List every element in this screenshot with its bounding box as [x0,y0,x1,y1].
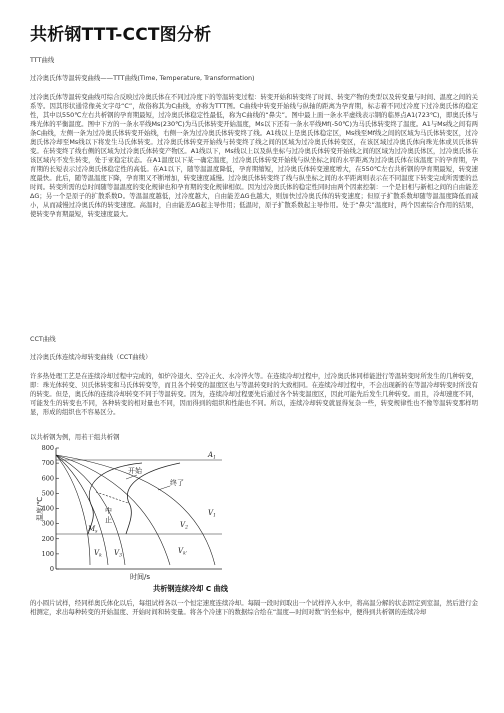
x-axis-title: 时间/s [130,573,151,581]
section2-heading: CCT曲线 [30,335,56,343]
ms-label: $M_s$ [88,525,98,535]
y-tick-label: 800 [41,445,54,452]
v3-curve [56,455,108,565]
y-tick-label: 400 [41,504,54,513]
cct-diagram [30,445,230,583]
section3-body: 的小圆片试样，经同样奥氏体化以后，每组试样各以一个恒定速度连续冷却。每隔一段时间取出一个试样淬入水中，将高温分解的状态固定到室温，然后进行金相测定，求出每种转变的开始温度、开始时间和转变量。将各个冷速下的数据综合绘在“温度—时间对数”的坐标中，便得到共析钢的连续冷却 [30,599,478,616]
y-axis-title: 温度/℃ [36,496,44,521]
figure-caption: 共析钢连续冷却 C 曲线 [153,584,228,593]
section1-heading: TTT曲线 [30,56,55,64]
y-tick-label: 300 [41,519,54,528]
vk-label: $V_k$ [94,549,102,559]
a1-label: $A_1$ [208,451,216,461]
start-label: 开始 [128,467,142,475]
section2-subheading: 过冷奥氏体连续冷却转变曲线（CCT曲线） [30,353,152,361]
y-tick-label: 500 [41,489,54,498]
section2-lead: 以共析钢为例，用若干组共析钢 [30,433,120,441]
zhi-label: 止 [105,516,112,524]
vk-curve [56,455,90,565]
end-label: 终了 [170,479,184,487]
section2-body: 许多热处理工艺是在连续冷却过程中完成的，如炉冷退火、空冷正火、水冷淬火等。在连续冷却过程中，过冷奥氏体同样能进行等温转变时所发生的几种转变，即：珠光体转变、贝氏体转变和马氏体转变等，而且各个转变的温度区也与等温转变时的大致相同。在连续冷却过程中，不会出现新的在等温冷却转变时所没有的转变。但是，奥氏体的连续冷却转变不同于等温转变。因为，连续冷却过程要先后通过各个转变温度区，因此可能先后发生几种转变。而且，冷却速度不同，可能发生的转变也不同，各种转变的相对量也不同，因而得到的组织和性能也不同。所以，连续冷却转变就显得复杂一些，转变规律性也不像等温转变那样明显，形成的组织也不容易区分。 [30,372,478,416]
section1-subheading: 过冷奥氏体等温转变曲线——TTT曲线(Time, Temperature, Transformation) [30,74,255,82]
y-tick-label: 100 [41,549,54,558]
v2-curve [56,455,170,565]
v1-label: $V_1$ [208,509,216,519]
v2-label: $V_2$ [180,521,188,531]
y-tick-label: 0 [49,565,54,573]
vk2-label: $V_{k'}$ [178,547,188,557]
v3-label: $V_3$ [114,549,122,559]
page-title: 共析钢TTT-CCT图分析 [30,25,212,45]
y-tick-label: 200 [41,534,54,543]
y-tick-label: 600 [41,474,54,483]
section1-body: 过冷奥氏体等温转变曲线可综合反映过冷奥氏体在不同过冷度下的等温转变过程：转变开始和转变终了时间、转变产物的类型以及转变量与时间、温度之间的关系等。因其形状通常像英文字母“C”，故俗称其为C曲线，亦称为TTT图。C曲线中转变开始线与纵轴的距离为孕育期，标志着不同过冷度下过冷奥氏体的稳定性，其中以550℃左右共析钢的孕育期最短，过冷奥氏体稳定性最低，称为C曲线的“鼻尖”。图中最上面一条水平虚线表示钢的临界点A1(723℃)，即奥氏体与珠光体的平衡温度。图中下方的一条水平线Ms(230℃)为马氏体转变开始温度，Ms以下还有一条水平线Mf(-50℃)为马氏体转变终了温度。A1与Ms线之间有两条C曲线，左侧一条为过冷奥氏体转变开始线，右侧一条为过冷奥氏体转变终了线。A1线以上是奥氏体稳定区，Ms线至Mf线之间的区域为马氏体转变区，过冷奥氏体冷却至Ms线以下将发生马氏体转变。过冷奥氏体转变开始线与转变终了线之间的区域为过冷奥氏体转变区，在该区域过冷奥氏体向珠光体或贝氏体转变。在转变终了线右侧的区域为过冷奥氏体转变产物区。A1线以下，Ms线以上以及纵坐标与过冷奥氏体转变开始线之间的区域为过冷奥氏体区，过冷奥氏体在该区域内不发生转变，处于亚稳定状态。在A1温度以下某一确定温度，过冷奥氏体转变开始线与纵坐标之间的水平距离为过冷奥氏体在该温度下的孕育期，孕育期的长短表示过冷奥氏体稳定性的高低。在A1以下，随等温温度降低，孕育期缩短，过冷奥氏体转变速度增大，在550℃左右共析钢的孕育期最短，转变速度最快。此后，随等温温度下降，孕育期又不断增加，转变速度减慢。过冷奥氏体转变终了线与纵坐标之间的水平距离则表示在不同温度下转变完成所需要的总时间。转变所需的总时间随等温温度的变化规律也和孕育期的变化规律相似。因为过冷奥氏体的稳定性同时由两个因素控制：一个是旧相与新相之间的自由能差ΔG；另一个是原子的扩散系数D。等温温度越低，过冷度越大，自由能差ΔG也越大，则加快过冷奥氏体的转变速度；但原子扩散系数却随等温温度降低而减小，从而减慢过冷奥氏体的转变速度。高温时，自由能差ΔG起主导作用；低温时，原子扩散系数起主导作用。处于“鼻尖”温度时，两个因素综合作用的结果，使转变孕育期最短，转变速度最大。 [30,93,478,218]
mid-label: 中 [105,507,112,515]
y-tick-label: 700 [41,459,54,468]
